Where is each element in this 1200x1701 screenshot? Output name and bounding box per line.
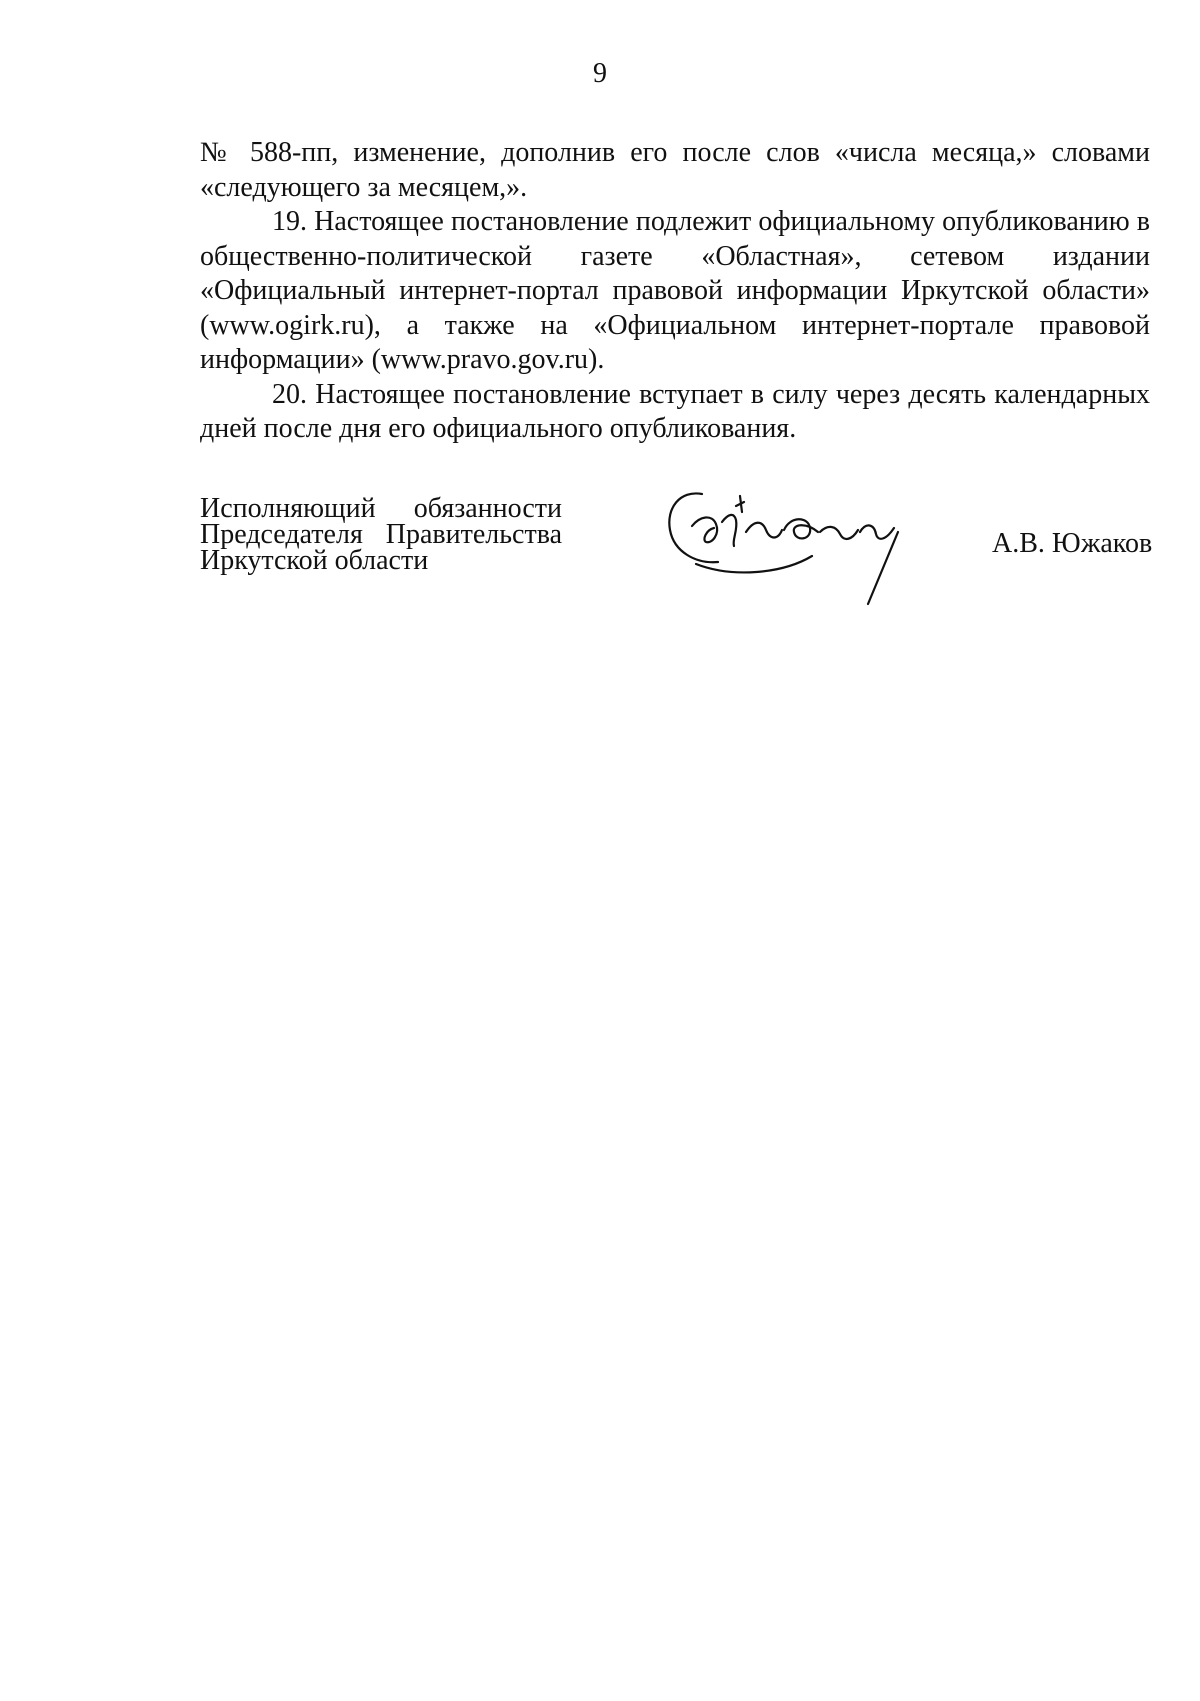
paragraph-20: 20. Настоящее постановление вступает в силу через десять календарных дней после дня его официального опубликования. xyxy=(200,378,1150,444)
signatory-position xyxy=(200,493,562,576)
handwritten-signature xyxy=(662,486,920,608)
page-number: 9 xyxy=(593,58,607,89)
document-body xyxy=(200,136,1150,447)
signatory-position-line: Иркутской области xyxy=(200,545,429,576)
signatory-position-line: Исполняющий обязанности xyxy=(200,493,562,524)
paragraph-19: 19. Настоящее постановление подлежит официальному опубликованию в общественно-политической газете «Областная», сетевом издании «Официальный интернет-портал правовой информации Иркутской области» (www.ogirk.ru), а также на «Официальном интернет-портале правовой информации» (www.pravo.gov.ru). xyxy=(200,206,1150,375)
paragraph-continuation: № 588-пп, изменение, дополнив его после слов «числа месяца,» словами «следующего за месяцем,». xyxy=(200,137,1150,203)
signer-name: А.В. Южаков xyxy=(992,528,1153,559)
signatory-position-line: Председателя Правительства xyxy=(200,519,562,550)
